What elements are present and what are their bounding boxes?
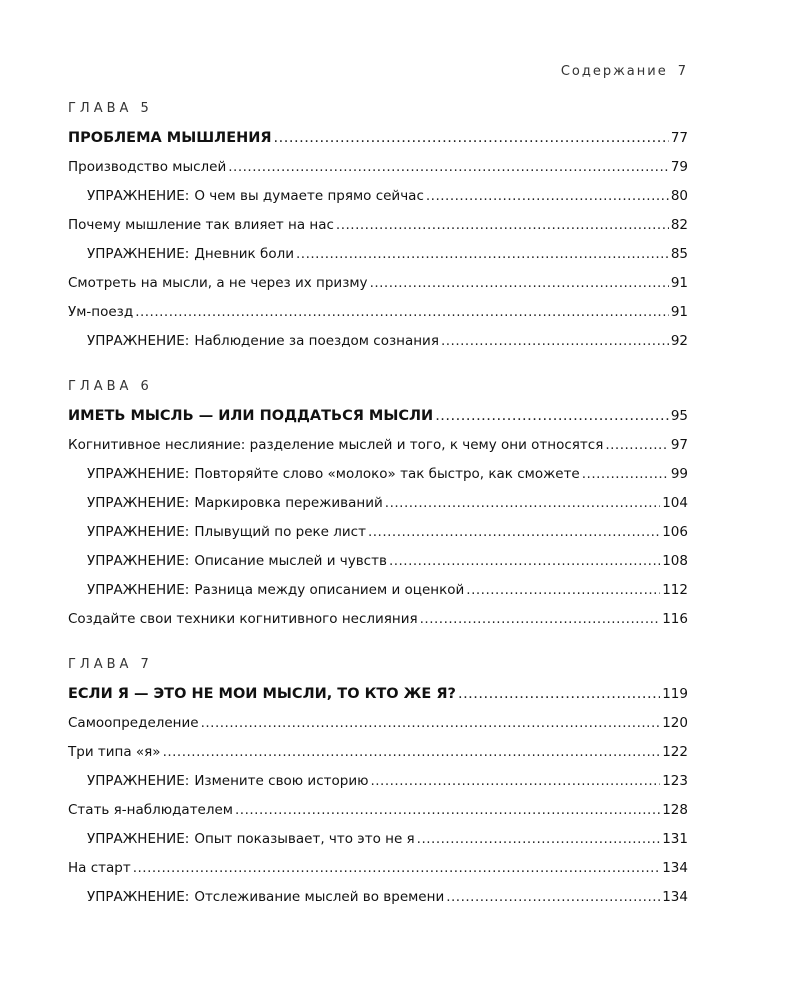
chapter-title-entry[interactable] [68,124,688,153]
entry-title-wrap [68,796,233,825]
entry-title-wrap [68,269,368,298]
exercise-prefix: УПРАЖНЕНИЕ: [87,495,190,511]
dot-leader [582,460,669,489]
exercise-entry[interactable] [68,883,688,912]
entry-title: Когнитивное неслияние: разделение мыслей и того, к чему они относятся [68,437,604,453]
dot-leader [228,153,669,182]
exercise-entry[interactable] [68,825,688,854]
page-number: 108 [662,553,688,569]
entry-title: О чем вы думаете прямо сейчас [194,188,424,204]
dot-leader [446,883,660,912]
entry-title: Измените свою историю [194,773,369,789]
entry-title: Три типа «я» [68,744,161,760]
page-number: 80 [670,188,688,204]
page-number: 95 [670,408,688,424]
entry-title: Стать я-наблюдателем [68,802,233,818]
page-number: 119 [662,686,688,702]
dot-leader [296,240,669,269]
exercise-prefix: УПРАЖНЕНИЕ: [87,773,190,789]
dot-leader [163,738,661,767]
entry-title: Описание мыслей и чувств [194,553,387,569]
exercise-entry[interactable] [68,489,688,518]
entry-title: Дневник боли [194,246,294,262]
entry-title: На старт [68,860,131,876]
page-number: 120 [662,715,688,731]
entry-title-wrap [87,825,415,854]
entry-title: Плывущий по реке лист [194,524,366,540]
page-number: 134 [662,889,688,905]
dot-leader [370,767,660,796]
entry-title: Маркировка переживаний [194,495,383,511]
dot-leader [466,576,660,605]
exercise-prefix: УПРАЖНЕНИЕ: [87,831,190,847]
entry-title-wrap [68,709,199,738]
dot-leader [458,680,660,709]
page-number: 104 [662,495,688,511]
chapter-title: ПРОБЛЕМА МЫШЛЕНИЯ [68,130,272,146]
exercise-prefix: УПРАЖНЕНИЕ: [87,246,190,262]
dot-leader [133,854,661,883]
page-number: 106 [662,524,688,540]
entry-title-wrap [68,738,161,767]
entry-title-wrap [87,883,444,912]
toc-entry[interactable] [68,211,688,240]
page-number: 97 [670,437,688,453]
entry-title: Почему мышление так влияет на нас [68,217,334,233]
exercise-entry[interactable] [68,240,688,269]
page-number: 91 [670,275,688,291]
dot-leader [385,489,660,518]
entry-title-wrap [87,240,294,269]
page-number: 122 [662,744,688,760]
entry-title: Опыт показывает, что это не я [194,831,415,847]
toc-entry[interactable] [68,854,688,883]
toc-entry[interactable] [68,738,688,767]
chapter-label: ГЛАВА 5 [68,101,153,116]
chapter-label: ГЛАВА 6 [68,379,153,394]
entry-title: Самоопределение [68,715,199,731]
exercise-prefix: УПРАЖНЕНИЕ: [87,466,190,482]
entry-title-wrap [87,547,387,576]
entry-title: Повторяйте слово «молоко» так быстро, как сможете [194,466,580,482]
entry-title-wrap [87,767,368,796]
exercise-prefix: УПРАЖНЕНИЕ: [87,582,190,598]
entry-title-wrap [68,298,133,327]
toc-entry[interactable] [68,709,688,738]
entry-title: Производство мыслей [68,159,227,175]
chapter-title: ИМЕТЬ МЫСЛЬ — ИЛИ ПОДДАТЬСЯ МЫСЛИ [68,408,434,424]
dot-leader [201,709,661,738]
entry-title: Отслеживание мыслей во времени [194,889,445,905]
exercise-entry[interactable] [68,518,688,547]
entry-title-wrap [68,211,334,240]
page-number: 92 [670,333,688,349]
chapter-section [68,378,688,634]
toc-entry[interactable] [68,796,688,825]
page-number: 91 [670,304,688,320]
table-of-contents [68,100,688,934]
exercise-entry[interactable] [68,327,688,356]
page-number: 99 [670,466,688,482]
exercise-entry[interactable] [68,182,688,211]
toc-entry[interactable] [68,605,688,634]
dot-leader [420,605,661,634]
exercise-entry[interactable] [68,547,688,576]
dot-leader [274,124,669,153]
entry-title-wrap [87,327,439,356]
dot-leader [605,431,668,460]
exercise-entry[interactable] [68,460,688,489]
page-number: 79 [670,159,688,175]
page-number: 82 [670,217,688,233]
exercise-prefix: УПРАЖНЕНИЕ: [87,188,190,204]
page-number: 128 [662,802,688,818]
entry-title-wrap [87,182,424,211]
page-number: 85 [670,246,688,262]
dot-leader [235,796,660,825]
entry-title-wrap [87,460,580,489]
chapter-section [68,656,688,912]
entry-title-wrap [87,489,383,518]
exercise-entry[interactable] [68,767,688,796]
dot-leader [370,269,669,298]
toc-entry[interactable] [68,298,688,327]
exercise-entry[interactable] [68,576,688,605]
entry-title-wrap [68,431,603,460]
running-head [561,64,688,79]
chapter-title-entry[interactable] [68,402,688,431]
entry-title: Создайте свои техники когнитивного неслияния [68,611,418,627]
exercise-prefix: УПРАЖНЕНИЕ: [87,889,190,905]
entry-title-wrap [87,518,366,547]
chapter-title-entry[interactable] [68,680,688,709]
dot-leader [426,182,669,211]
entry-title: Наблюдение за поездом сознания [194,333,439,349]
entry-title-wrap [68,605,418,634]
page-number: 123 [662,773,688,789]
page-number: 116 [662,611,688,627]
page-number: 131 [662,831,688,847]
chapter-title: ЕСЛИ Я — ЭТО НЕ МОИ МЫСЛИ, ТО КТО ЖЕ Я? [68,686,456,702]
exercise-prefix: УПРАЖНЕНИЕ: [87,333,190,349]
toc-entry[interactable] [68,269,688,298]
page-number: 112 [662,582,688,598]
entry-title: Разница между описанием и оценкой [194,582,465,598]
entry-title: Смотреть на мысли, а не через их призму [68,275,368,291]
chapter-label: ГЛАВА 7 [68,657,153,672]
chapter-section [68,100,688,356]
entry-title-wrap [87,576,464,605]
exercise-prefix: УПРАЖНЕНИЕ: [87,553,190,569]
running-head-page-number: 7 [677,64,688,79]
toc-entry[interactable] [68,153,688,182]
entry-title-wrap [68,854,131,883]
entry-title-wrap [68,153,226,182]
exercise-prefix: УПРАЖНЕНИЕ: [87,524,190,540]
toc-entry[interactable] [68,431,688,460]
page-number: 77 [670,130,688,146]
dot-leader [336,211,669,240]
running-head-section: Содержание [560,64,668,79]
dot-leader [135,298,669,327]
dot-leader [417,825,661,854]
dot-leader [435,402,669,431]
dot-leader [441,327,669,356]
dot-leader [389,547,660,576]
page-number: 134 [662,860,688,876]
dot-leader [368,518,660,547]
entry-title: Ум-поезд [68,304,134,320]
